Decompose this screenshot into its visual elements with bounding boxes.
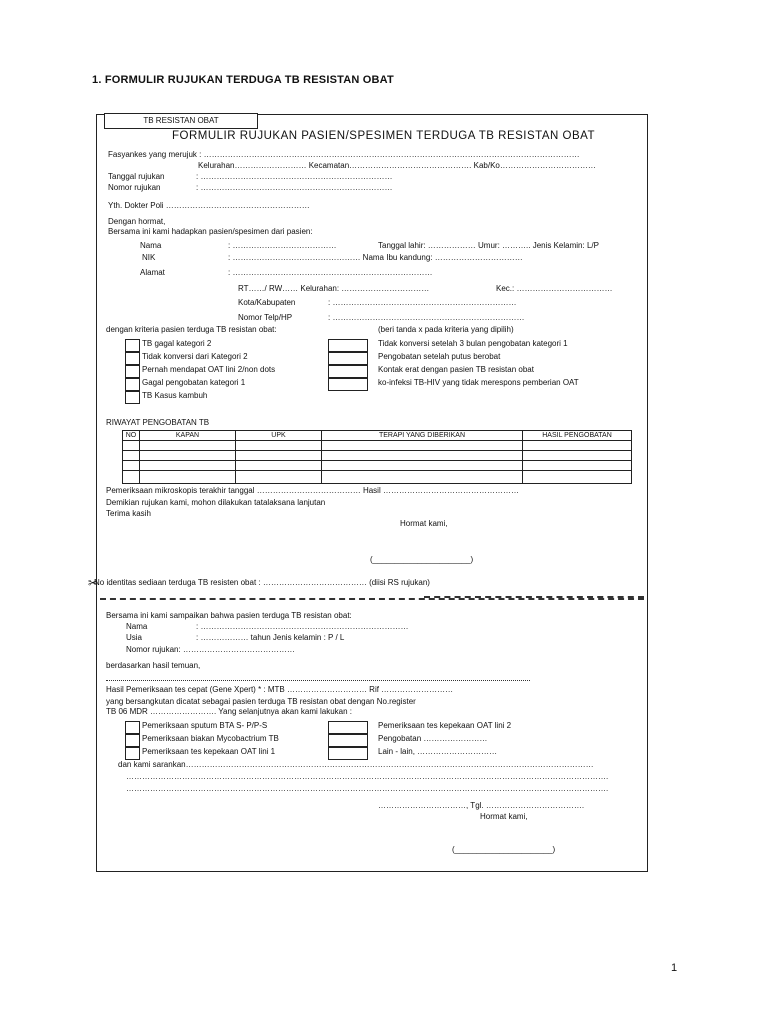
action-checkbox-4[interactable] [328,721,368,734]
saran-line-1[interactable]: dan kami sarankan……………………………………………………………………………………………………………………………………… [118,760,594,769]
table-cell[interactable] [123,451,140,461]
hormat-kami-2: Hormat kami, [480,812,528,821]
table-cell[interactable] [523,471,632,484]
nama-2-label: Nama [126,622,148,631]
criteria-checkbox-8[interactable] [328,365,368,378]
hasil-xpert-line[interactable]: Hasil Pemeriksaan tes cepat (Gene Xpert) * : MTB ………………………… Rif ……………………… [106,685,454,694]
criteria-label-3: Pernah mendapat OAT lini 2/non dots [142,365,276,374]
usia-field[interactable]: : ……………… tahun Jenis kelamin : P / L [196,633,345,642]
tanggal-rujukan-label: Tanggal rujukan [108,172,165,181]
fasyankes-field[interactable]: Fasyankes yang merujuk : …………………………………………………………………………………………………………………………… [108,150,580,159]
kelurahan-field[interactable]: Kelurahan……………………… Kecamatan………………………………………. Kab/Ko……………………………… [198,161,596,170]
tanggal-rujukan-field[interactable]: : ……………………………………………………………… [196,172,393,181]
cut-line [100,598,644,600]
table-cell[interactable] [123,461,140,471]
kota-label: Kota/Kabupaten [238,298,296,307]
action-label-4: Pemeriksaan tes kepekaan OAT lini 2 [378,721,512,730]
table-cell[interactable] [236,461,322,471]
table-cell[interactable] [140,451,236,461]
hormat-kami-1: Hormat kami, [400,519,448,528]
tanggal-lahir-field[interactable]: Tanggal lahir: ……………… Umur: ……….. Jenis Kelamin: L/P [378,241,599,250]
kota-field[interactable]: : …………………………………………………………… [328,298,517,307]
action-label-1: Pemeriksaan sputum BTA S- P/P-S [142,721,268,730]
mikroskopis-line[interactable]: Pemeriksaan mikroskopis terakhir tanggal ………………………………… Hasil …………………………………………… [106,486,519,495]
saran-line-3[interactable]: ………………………………………………………………………………………………………………………………………………………………. [126,784,609,793]
table-cell[interactable] [523,451,632,461]
col-upk: UPK [236,431,322,441]
action-label-6[interactable]: Lain - lain, ………………………… [378,747,498,756]
criteria-label-8: Kontak erat dengan pasien TB resistan obat [378,365,534,374]
telp-label: Nomor Telp/HP [238,313,293,322]
table-row [123,471,632,484]
page-number: 1 [671,962,678,974]
scissor-icon: ✂ [88,576,99,590]
col-hasil: HASIL PENGOBATAN [523,431,632,441]
criteria-checkbox-4[interactable] [125,378,140,391]
table-row [123,461,632,471]
col-no: NO [123,431,140,441]
table-cell[interactable] [322,451,523,461]
terima-kasih-text: Terima kasih [106,509,151,518]
table-cell[interactable] [236,451,322,461]
table-cell[interactable] [140,441,236,451]
criteria-label-4: Gagal pengobatan kategori 1 [142,378,246,387]
no-identitas-line[interactable]: No identitas sediaan terduga TB resisten obat : ………………………………… (diisi RS rujukan) [94,578,430,587]
register-line-2[interactable]: TB 06 MDR ……………………. Yang selanjutnya akan kami lakukan : [106,707,353,716]
action-label-5[interactable]: Pengobatan …………………… [378,734,488,743]
criteria-label-2: Tidak konversi dari Kategori 2 [142,352,248,361]
table-cell[interactable] [322,441,523,451]
criteria-checkbox-5[interactable] [125,391,140,404]
dotted-line [106,680,530,681]
criteria-label-1: TB gagal kategori 2 [142,339,212,348]
bersama-text: Bersama ini kami hadapkan pasien/spesimen dari pasien: [108,227,313,236]
register-line-1: yang bersangkutan dicatat sebagai pasien terduga TB resistan obat dengan No.register [106,697,416,706]
table-cell[interactable] [523,441,632,451]
action-label-2: Pemeriksaan biakan Mycobactrium TB [142,734,279,743]
criteria-checkbox-7[interactable] [328,352,368,365]
tgl-line[interactable]: ……………………………, Tgl. ………………………………. [378,801,585,810]
section-heading: 1. FORMULIR RUJUKAN TERDUGA TB RESISTAN OBAT [92,74,394,86]
action-checkbox-3[interactable] [125,747,140,760]
criteria-label-5: TB Kasus kambuh [142,391,208,400]
table-row [123,441,632,451]
berdasarkan-text: berdasarkan hasil temuan, [106,661,201,670]
col-terapi: TERAPI YANG DIBERIKAN [322,431,523,441]
criteria-label-6: Tidak konversi setelah 3 bulan pengobatan kategori 1 [378,339,568,348]
action-label-3: Pemeriksaan tes kepekaan OAT lini 1 [142,747,276,756]
kriteria-intro: dengan kriteria pasien terduga TB resistan obat: [106,325,277,334]
criteria-checkbox-2[interactable] [125,352,140,365]
riwayat-table [122,430,632,484]
table-cell[interactable] [123,471,140,484]
signature-line-2[interactable]: (______________________) [452,845,556,854]
criteria-checkbox-6[interactable] [328,339,368,352]
criteria-label-7: Pengobatan setelah putus berobat [378,352,501,361]
nama-field[interactable]: : ………………………………… [228,241,337,250]
table-cell[interactable] [140,471,236,484]
bersama-2-text: Bersama ini kami sampaikan bahwa pasien terduga TB resistan obat: [106,611,352,620]
nama-label: Nama [140,241,162,250]
saran-line-2[interactable]: ………………………………………………………………………………………………………………………………………………………………. [126,772,609,781]
signature-line-1[interactable]: (______________________) [370,555,474,564]
table-cell[interactable] [236,441,322,451]
nomor-rujukan-field[interactable]: : ……………………………………………………………… [196,183,393,192]
rt-rw-field[interactable]: RT……/ RW…… Kelurahan: …………………………… [238,284,430,293]
nama-2-field[interactable]: : …………………………………………………………………… [196,622,409,631]
table-cell[interactable] [140,461,236,471]
col-kapan: KAPAN [140,431,236,441]
table-cell[interactable] [236,471,322,484]
table-cell[interactable] [523,461,632,471]
nik-field[interactable]: : ………………………………………… Nama Ibu kandung: …………………………… [228,253,523,262]
table-cell[interactable] [322,471,523,484]
alamat-label: Alamat [140,268,165,277]
yth-line[interactable]: Yth. Dokter Poli ……………………………………………… [108,201,310,210]
form-tag: TB RESISTAN OBAT [104,113,258,129]
table-cell[interactable] [322,461,523,471]
greeting: Dengan hormat, [108,217,166,226]
kriteria-note: (beri tanda x pada kriteria yang dipilih) [378,325,514,334]
kecamatan-field[interactable]: Kec.: ……………………………… [496,284,613,293]
alamat-field[interactable]: : ………………………………………………………………… [228,268,433,277]
form-title: FORMULIR RUJUKAN PASIEN/SPESIMEN TERDUGA TB RESISTAN OBAT [172,130,595,142]
action-checkbox-1[interactable] [125,721,140,734]
action-checkbox-2[interactable] [125,734,140,747]
riwayat-header-row [123,431,632,441]
criteria-checkbox-1[interactable] [125,339,140,352]
riwayat-title: RIWAYAT PENGOBATAN TB [106,418,210,427]
action-checkbox-6[interactable] [328,747,368,760]
table-cell[interactable] [123,441,140,451]
action-checkbox-5[interactable] [328,734,368,747]
usia-label: Usia [126,633,143,642]
nomor-rujukan-label: Nomor rujukan [108,183,161,192]
telp-field[interactable]: : ……………………………………………………………… [328,313,525,322]
criteria-checkbox-9[interactable] [328,378,368,391]
demikian-text: Demikian rujukan kami, mohon dilakukan tatalaksana lanjutan [106,498,326,507]
criteria-checkbox-3[interactable] [125,365,140,378]
criteria-label-9: ko-infeksi TB-HIV yang tidak merespons pemberian OAT [378,378,579,387]
nomor-rujukan-2-field[interactable]: Nomor rujukan: …………………………………… [126,645,295,654]
nik-label: NIK [142,253,156,262]
table-row [123,451,632,461]
